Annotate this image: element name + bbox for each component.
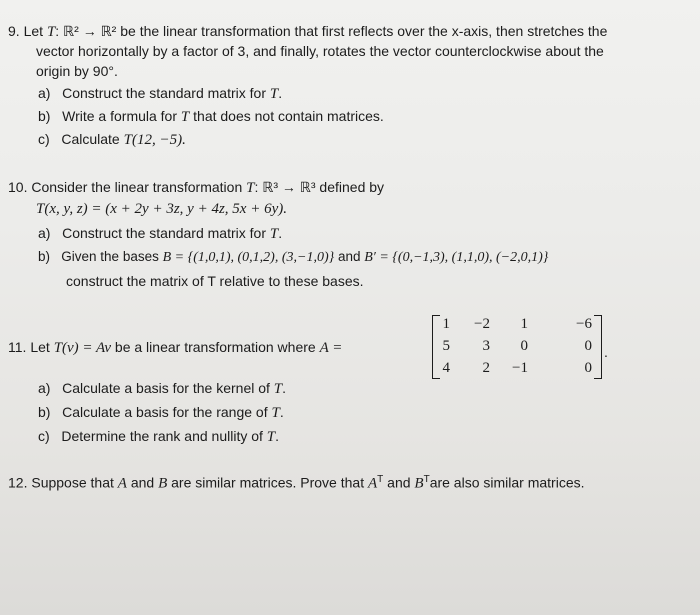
matrix-cell: −2 — [474, 316, 490, 332]
q12-BT: B — [414, 475, 424, 492]
q9-c-text: Calculate — [61, 131, 124, 147]
q11-part-a — [38, 379, 286, 398]
q10-a-dot: . — [278, 225, 283, 241]
q12-text-b: are similar matrices. Prove that — [167, 474, 368, 491]
q11-a-text: Calculate a basis for the kernel of — [62, 380, 274, 396]
q10-part-a — [38, 224, 282, 243]
q12-A: A — [117, 475, 127, 492]
q10-b-and: and — [334, 249, 365, 264]
q11-a-dot: . — [282, 380, 287, 396]
q9-c-label: c) — [38, 131, 50, 147]
q9-a-dot: . — [278, 85, 283, 101]
q10-b-basis: B = {(1,0,1), (0,1,2), (3,−1,0)} — [162, 250, 335, 265]
q11-intro: Let — [30, 339, 54, 355]
q11-matrix-name: A = — [319, 340, 343, 356]
q10-map: : ℝ³ → ℝ³ — [254, 179, 316, 195]
q9-part-b — [38, 107, 384, 126]
matrix-cell: 4 — [442, 360, 450, 376]
q12-line1 — [8, 471, 585, 493]
q12-text-a: Suppose that — [31, 474, 118, 491]
q11-line1 — [8, 338, 342, 357]
q9-part-c — [38, 130, 186, 149]
q9-c-T: T — [123, 132, 132, 148]
matrix-right-bracket — [594, 315, 602, 379]
q11-b-label: b) — [38, 404, 51, 420]
q11-c-dot: . — [275, 428, 280, 444]
matrix-cell: 0 — [584, 338, 592, 354]
q12-BT-sup: T — [423, 474, 430, 485]
q9-number: 9. — [8, 23, 20, 39]
q9-b-text: Write a formula for — [62, 108, 181, 124]
q12-number: 12. — [8, 474, 28, 491]
matrix-cell: 0 — [584, 360, 592, 376]
q10-part-b — [38, 248, 548, 267]
q10-b-basis-prime: B′ = {(0,−1,3), (1,1,0), (−2,0,1)} — [364, 250, 549, 265]
q11-number: 11. — [8, 339, 27, 355]
q9-intro: Let — [23, 23, 47, 39]
q11-c-label: c) — [38, 428, 50, 444]
matrix-cell: 2 — [482, 360, 490, 376]
q11-b-dot: . — [279, 404, 284, 420]
q11-b-T: T — [271, 405, 280, 421]
q12-and: and — [126, 474, 159, 491]
q11-expr: T(v) = Av — [53, 340, 112, 356]
q10-intro: Consider the linear transformation — [31, 179, 247, 195]
q12-text-c: are also similar matrices. — [429, 474, 585, 491]
q10-line1 — [8, 178, 384, 197]
matrix-cell: 3 — [482, 338, 490, 354]
q11-period: . — [604, 344, 608, 360]
q9-map: : ℝ² → ℝ² — [55, 23, 117, 39]
q12-and2: and — [383, 474, 415, 491]
q9-part-a — [38, 84, 282, 103]
q9-line3: origin by 90°. — [36, 63, 118, 79]
q9-line2: vector horizontally by a factor of 3, and finally, rotates the vector counterclockwise about the — [36, 43, 604, 59]
q11-a-label: a) — [38, 380, 51, 396]
matrix-cell: −6 — [576, 316, 592, 332]
q10-formula: T(x, y, z) = (x + 2y + 3z, y + 4z, 5x + 6y). — [36, 201, 287, 217]
q11-part-b — [38, 403, 284, 422]
q10-T: T — [246, 180, 255, 196]
matrix-cell: −1 — [512, 360, 528, 376]
q10-a-T: T — [269, 226, 279, 242]
q10-b-text: Given the bases — [61, 249, 163, 264]
q12-B: B — [158, 475, 168, 492]
q11-part-c — [38, 427, 279, 446]
q10-a-label: a) — [38, 225, 51, 241]
q11-c-T: T — [266, 429, 276, 445]
q11-a-T: T — [273, 381, 283, 397]
matrix-cell: 0 — [520, 338, 528, 354]
q9-b-T: T — [180, 109, 190, 125]
q10-b-label: b) — [38, 249, 51, 264]
q9-a-text: Construct the standard matrix for — [62, 85, 270, 101]
q9-c-expr: (12, −5). — [131, 132, 186, 148]
q11-b-text: Calculate a basis for the range of — [62, 404, 272, 420]
q12-AT: A — [367, 475, 378, 492]
q9-a-label: a) — [38, 85, 51, 101]
q10-number: 10. — [8, 179, 28, 195]
matrix-cell: 5 — [442, 338, 450, 354]
q9-intro-b: be the linear transformation that first reflects over the x-axis, then stretches the — [116, 23, 608, 39]
q11-c-text: Determine the rank and nullity of — [61, 428, 267, 444]
q9-T: T — [46, 24, 56, 40]
q12-AT-sup: T — [377, 474, 384, 485]
matrix-cell: 1 — [520, 316, 528, 332]
q11-matrix — [432, 313, 602, 379]
q9-b-text-b: that does not contain matrices. — [189, 108, 384, 124]
q10-intro-b: defined by — [315, 179, 385, 195]
q10-a-text: Construct the standard matrix for — [62, 225, 270, 241]
q9-line1 — [8, 22, 607, 41]
q9-b-label: b) — [38, 108, 51, 124]
q9-a-T: T — [269, 86, 279, 102]
matrix-cell: 1 — [442, 316, 450, 332]
q10-b-line2: construct the matrix of T relative to these bases. — [66, 273, 364, 289]
q11-intro-b: be a linear transformation where — [111, 339, 320, 355]
